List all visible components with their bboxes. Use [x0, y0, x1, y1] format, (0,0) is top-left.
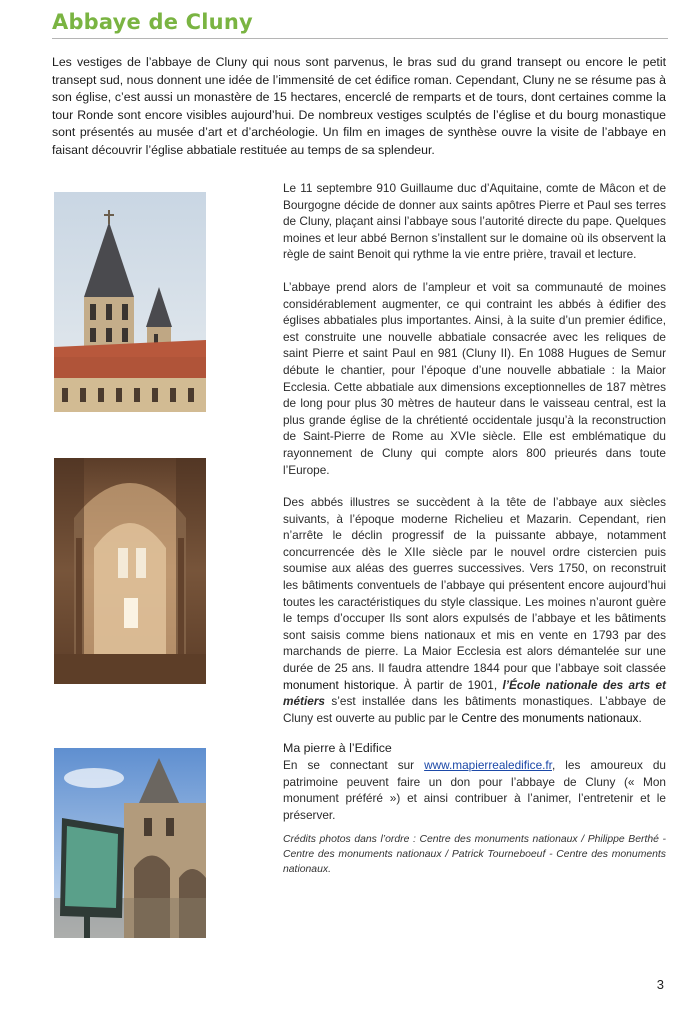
mapierre-heading: Ma pierre à l’Edifice [283, 741, 392, 756]
mapierre-text: , les amoureux du patrimoine peuvent faire un don pour l’abbaye de Cluny (« Mon monument préféré ») et ainsi contribuer à l’animer, l’entretenir et le préserver. [283, 758, 666, 822]
paragraph-3-text: . [638, 710, 642, 725]
cmn-name: Centre des monuments nationaux [461, 710, 639, 725]
mapierre-link[interactable]: www.mapierrealedifice.fr [424, 758, 552, 772]
paragraph-3-text: . À partir de 1901, [395, 677, 503, 692]
monument-historique-term: monument historique [283, 677, 396, 692]
page-title: Abbaye de Cluny [52, 10, 253, 34]
photo-credits: Crédits photos dans l’ordre : Centre des monuments nationaux / Philippe Berthé - Centre des monuments nationaux / Patrick Tourneboeuf - Centre des monuments nationaux. [283, 834, 666, 875]
main-text-column [283, 180, 666, 893]
title-divider [52, 38, 668, 39]
paragraph-3-text: Des abbés illustres se succèdent à la tête de l’abbaye aux siècles suivants, à l’époque moderne Richelieu et Mazarin. Cependant, rien n’arrête le déclin progressif de la puissante abbaye, notamment concurrencée dès le XIIe siècle par le nouvel ordre cistercien puis soumise aux aléas des guerres successives. Vers 1750, on reconstruit les bâtiments conventuels de l’abbaye qui présentent encore aujourd’hui toutes les caractéristiques du style classique. Les moines n’auront guère le temps d’occuper Ils sont alors expulsés de l’abbaye et les bâtiments sont saisis comme biens nationaux et mis en vente en 1793 par des marchands de pierre. La Maior Ecclesia est alors démantelée sur une durée de 25 ans. Il faudra attendre 1844 pour que l’abbaye soit classée [283, 495, 666, 676]
history-paragraph-3 [283, 494, 666, 726]
paragraph-3-text: s’est installée dans les bâtiments monastiques. L’abbaye de Cluny est ouverte au public par le [283, 694, 666, 725]
history-paragraph-1: Le 11 septembre 910 Guillaume duc d’Aquitaine, comte de Mâcon et de Bourgogne décide de donner aux saints apôtres Pierre et Paul ses terres de Cluny, plaçant ainsi l’abbaye sous l’autorité directe du pape. Quelques moines et leur abbé Bernon s’installent sur le domaine où ils observent la règle de saint Benoit qui rythme la vie entre prière, travail et lecture. [283, 181, 666, 262]
mapierre-text: En se connectant sur [283, 758, 425, 772]
abbey-interior-photo [54, 458, 206, 684]
page-number: 3 [656, 977, 664, 992]
history-paragraph-2: L’abbaye prend alors de l’ampleur et voit sa communauté de moines considérablement augmenter, ce qui contraint les abbés à édifier des églises abbatiales plus importantes. Ainsi, à la suite d’un premier édifice, est construite une nouvelle abbatiale consacrée avec les reliques de saint Pierre et saint Paul en 981 (Cluny II). En 1088 Hugues de Semur débute le chantier, pour l’époque d’une nouvelle abbatiale : la Maior Ecclesia. Cette abbatiale aux dimensions exceptionnelles de 187 mètres de long pour plus 30 mètres de hauteur dans le vaisseau central, est la plus grande église de la chrétienté occidentale jusqu’à la reconstruction de Saint-Pierre de Rome au XVIe siècle. Elle est emblématique du rayonnement de Cluny qui compte alors 800 prieurés dans toute l’Europe. [283, 279, 666, 477]
ensam-name: l’École nationale des arts et métiers [283, 677, 666, 709]
abbey-facade-photo [54, 748, 206, 938]
abbey-exterior-photo [54, 192, 206, 412]
intro-paragraph: Les vestiges de l’abbaye de Cluny qui nous sont parvenus, le bras sud du grand transept ou encore le petit transept sud, nous donnent une idée de l’immensité de cet édifice roman. Cependant, Cluny ne se résume pas à son église, c’est aussi un monastère de 15 hectares, encerclé de remparts et de tours, dont certaines comme la tour Ronde sont encore visibles aujourd’hui. De nombreux vestiges sculptés de l’église et du bourg monastique sont présentés au musée d’art et d’archéologie. Un film en images de synthèse ouvre la visite de l’abbaye en faisant découvrir l’église abbatiale restituée au temps de sa splendeur. [52, 55, 666, 157]
mapierre-paragraph [283, 757, 666, 823]
